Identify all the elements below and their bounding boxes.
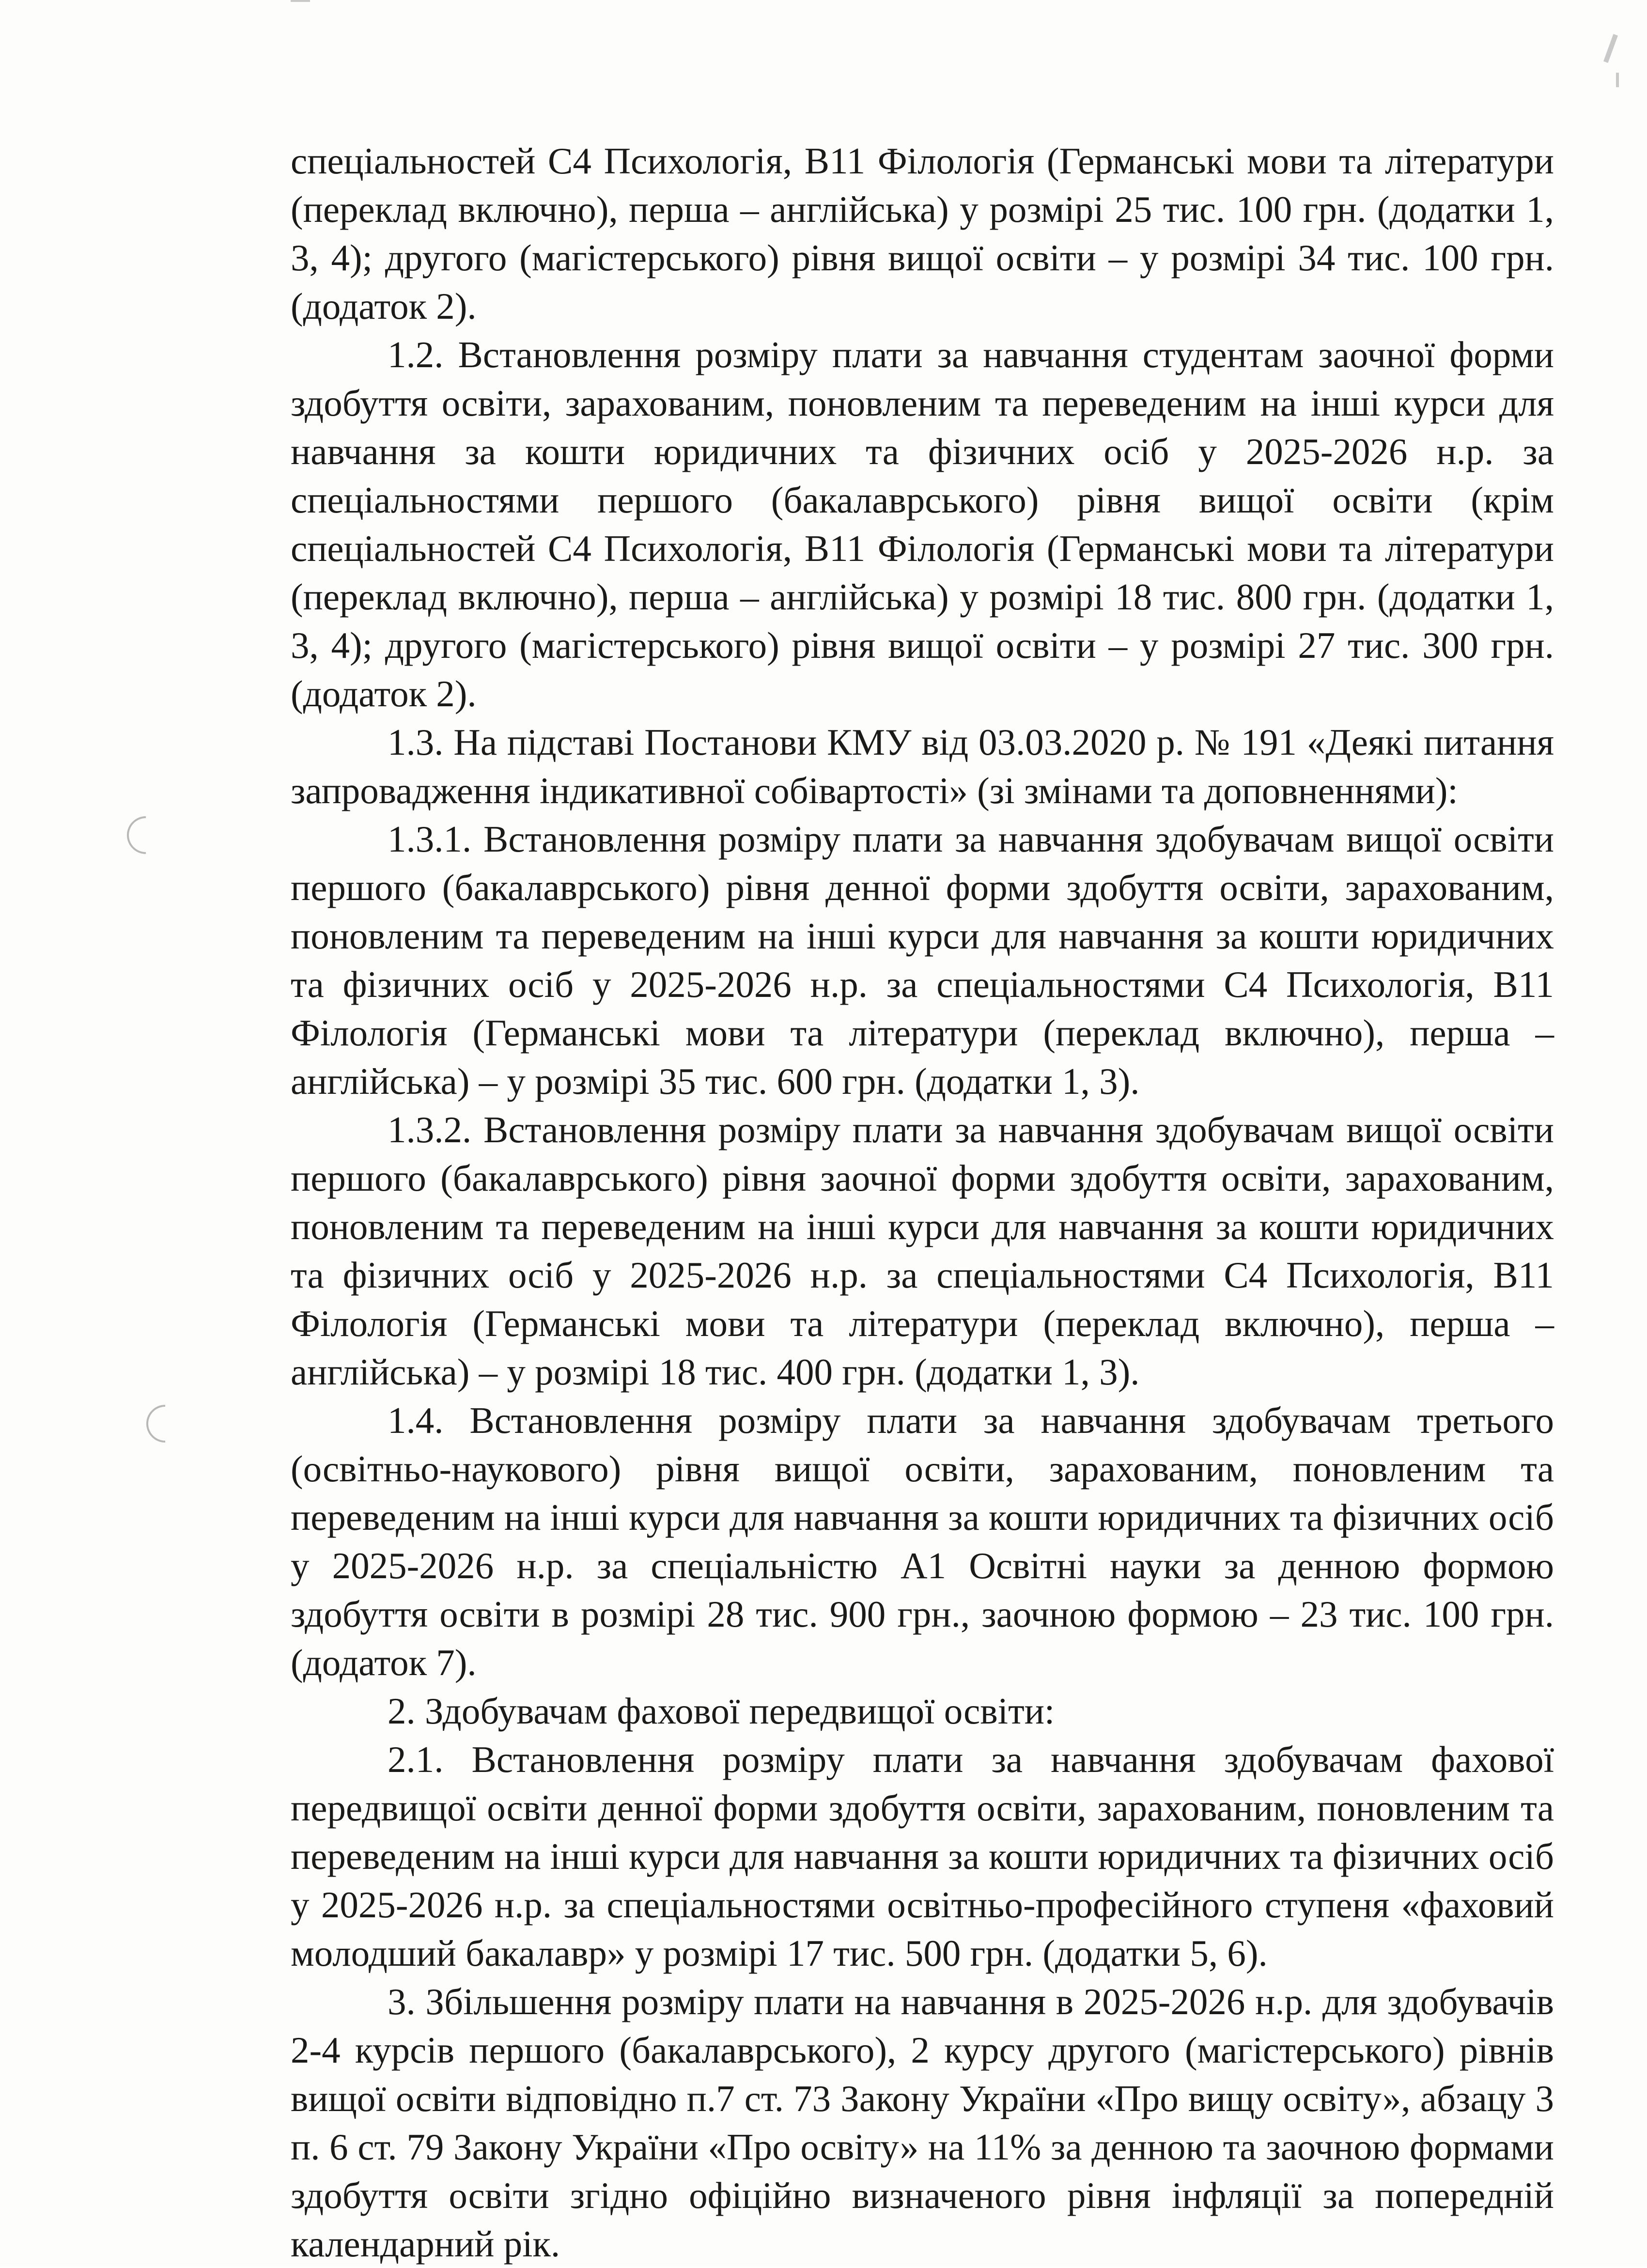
scan-artifact <box>1603 34 1618 63</box>
paragraph-3: 3. Збільшення розміру плати на навчання в 2025-2026 н.р. для здобувачів 2-4 курсів першого (бакалаврського), 2 курсу другого (магістерського) рівнів вищої освіти відповідно п.7 ст. 73 Закону України «Про вищу освіту», абзацу 3 п. 6 ст. 79 Закону України «Про освіту» на 11% за денною та заочною формами здобуття освіти згідно офіційно визначеного рівня інфляції за попередній календарний рік. <box>291 1981 1554 2265</box>
document-body <box>291 137 1554 2268</box>
punch-hole-mark <box>139 1397 192 1450</box>
paragraph-2-1: 2.1. Встановлення розміру плати за навчання здобувачам фахової передвищої освіти денної форми здобуття освіти, зарахованим, поновленим та переведеним на інші курси для навчання за кошти юридичних та фізичних осіб у 2025-2026 н.р. за спеціальностями освітньо-професійного ступеня «фаховий молодший бакалавр» у розмірі 17 тис. 500 грн. (додатки 5, 6). <box>291 1739 1554 1974</box>
paragraph-1-3: 1.3. На підставі Постанови КМУ від 03.03.2020 р. № 191 «Деякі питання запровадження індикативної собівартості» (зі змінами та доповненнями): <box>291 721 1554 811</box>
scan-artifact <box>291 0 310 2</box>
paragraph-1-3-2: 1.3.2. Встановлення розміру плати за навчання здобувачам вищої освіти першого (бакалаврського) рівня заочної форми здобуття освіти, зарахованим, поновленим та переведеним на інші курси для навчання за кошти юридичних та фізичних осіб у 2025-2026 н.р. за спеціальностями С4 Психологія, В11 Філологія (Германські мови та літератури (переклад включно), перша – англійська) – у розмірі 18 тис. 400 грн. (додатки 1, 3). <box>291 1109 1554 1393</box>
paragraph-2: 2. Здобувачам фахової передвищої освіти: <box>388 1690 1055 1732</box>
punch-hole-mark <box>119 808 172 862</box>
scan-artifact <box>1616 73 1619 87</box>
paragraph-1-3-1: 1.3.1. Встановлення розміру плати за навчання здобувачам вищої освіти першого (бакалаврського) рівня денної форми здобуття освіти, зарахованим, поновленим та переведеним на інші курси для навчання за кошти юридичних та фізичних осіб у 2025-2026 н.р. за спеціальностями С4 Психологія, В11 Філологія (Германські мови та літератури (переклад включно), перша – англійська) – у розмірі 35 тис. 600 грн. (додатки 1, 3). <box>291 818 1554 1102</box>
paragraph-continuation: спеціальностей С4 Психологія, В11 Філологія (Германські мови та літератури (переклад включно), перша – англійська) у розмірі 25 тис. 100 грн. (додатки 1, 3, 4); другого (магістерського) рівня вищої освіти – у розмірі 34 тис. 100 грн. (додаток 2). <box>291 140 1554 327</box>
paragraph-1-4: 1.4. Встановлення розміру плати за навчання здобувачам третього (освітньо-наукового) рівня вищої освіти, зарахованим, поновленим та переведеним на інші курси для навчання за кошти юридичних та фізичних осіб у 2025-2026 н.р. за спеціальністю А1 Освітні науки за денною формою здобуття освіти в розмірі 28 тис. 900 грн., заочною формою – 23 тис. 100 грн. (додаток 7). <box>291 1399 1554 1683</box>
paragraph-1-2: 1.2. Встановлення розміру плати за навчання студентам заочної форми здобуття освіти, зарахованим, поновленим та переведеним на інші курси для навчання за кошти юридичних та фізичних осіб у 2025-2026 н.р. за спеціальностями першого (бакалаврського) рівня вищої освіти (крім спеціальностей С4 Психологія, В11 Філологія (Германські мови та літератури (переклад включно), перша – англійська) у розмірі 18 тис. 800 грн. (додатки 1, 3, 4); другого (магістерського) рівня вищої освіти – у розмірі 27 тис. 300 грн. (додаток 2). <box>291 334 1554 715</box>
